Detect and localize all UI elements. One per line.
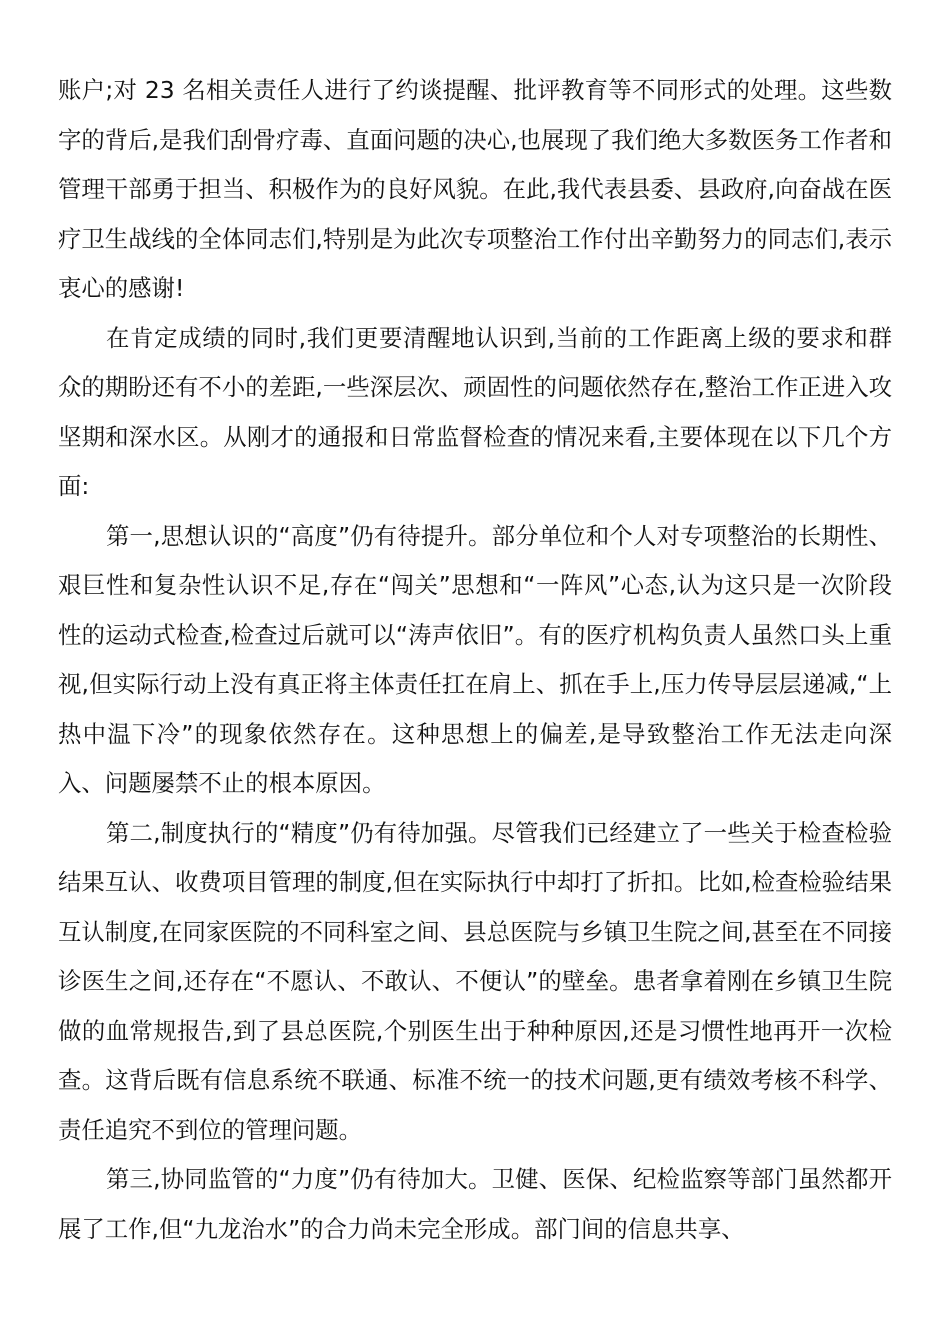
paragraph-continued: 账户;对 23 名相关责任人进行了约谈提醒、批评教育等不同形式的处理。这些数字的背后,是我们刮骨疗毒、直面问题的决心,也展现了我们绝大多数医务工作者和管理干部勇于担当、积极作为的良好风貌。在此,我代表县委、县政府,向奋战在医疗卫生战线的全体同志们,特别是为此次专项整治工作付出辛勤努力的同志们,表示衷心的感谢! — [58, 76, 892, 302]
paragraph-point-one: 第一,思想认识的“高度”仍有待提升。部分单位和个人对专项整治的长期性、艰巨性和复杂性认识不足,存在“闯关”思想和“一阵风”心态,认为这只是一次阶段性的运动式检查,检查过后就可以“涛声依旧”。有的医疗机构负责人虽然口头上重视,但实际行动上没有真正将主体责任扛在肩上、抓在手上,压力传导层层递减,“上热中温下冷”的现象依然存在。这种思想上的偏差,是导致整治工作无法走向深入、问题屡禁不止的根本原因。 — [58, 521, 892, 797]
paragraph-shortcomings-intro: 在肯定成绩的同时,我们更要清醒地认识到,当前的工作距离上级的要求和群众的期盼还有不小的差距,一些深层次、顽固性的问题依然存在,整治工作正进入攻坚期和深水区。从刚才的通报和日常监督检查的情况来看,主要体现在以下几个方面: — [58, 323, 892, 500]
paragraph-point-three: 第三,协同监管的“力度”仍有待加大。卫健、医保、纪检监察等部门虽然都开展了工作,但“九龙治水”的合力尚未完全形成。部门间的信息共享、 — [58, 1165, 892, 1243]
paragraph-point-two: 第二,制度执行的“精度”仍有待加强。尽管我们已经建立了一些关于检查检验结果互认、收费项目管理的制度,但在实际执行中却打了折扣。比如,检查检验结果互认制度,在同家医院的不同科室之间、县总医院与乡镇卫生院之间,甚至在不同接诊医生之间,还存在“不愿认、不敢认、不便认”的壁垒。患者拿着刚在乡镇卫生院做的血常规报告,到了县总医院,个别医生出于种种原因,还是习惯性地再开一次检查。这背后既有信息系统不联通、标准不统一的技术问题,更有绩效考核不科学、责任追究不到位的管理问题。 — [58, 818, 892, 1144]
document-page — [58, 66, 892, 1254]
